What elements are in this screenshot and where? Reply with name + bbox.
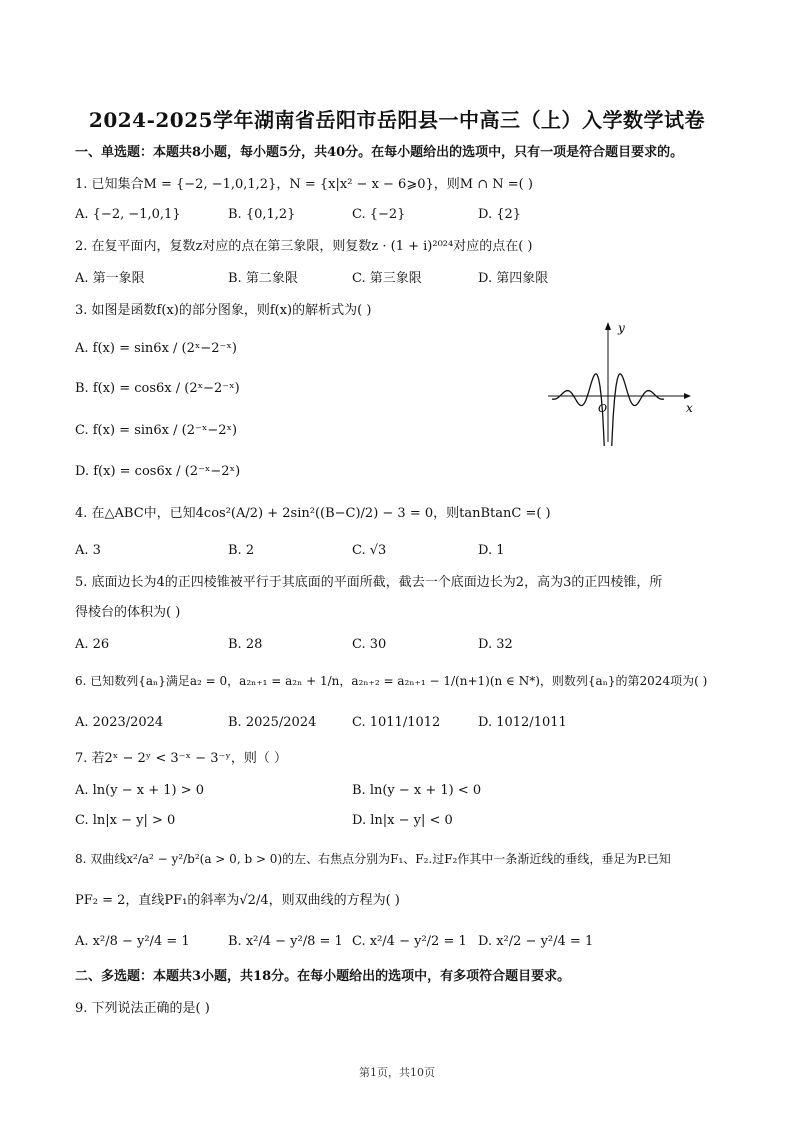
question-1-option-d: D. {2} [478,207,522,222]
page-title: 2024-2025学年湖南省岳阳市岳阳县一中高三（上）入学数学试卷 [88,108,706,132]
question-3-option-a: A. f(x) = sin6x / (2ˣ−2⁻ˣ) [75,341,238,356]
question-7-option-d: D. ln|x − y| < 0 [352,813,453,828]
question-3-stem: 3. 如图是函数f(x)的部分图象，则f(x)的解析式为( ) [75,303,372,318]
section-2-heading: 二、多选题：本题共3小题，共18分。在每小题给出的选项中，有多项符合题目要求。 [75,969,571,984]
question-4-option-b: B. 2 [228,543,255,558]
question-2-stem: 2. 在复平面内，复数z对应的点在第三象限，则复数z · (1 + i)²⁰²⁴对应的点在( ) [75,239,533,254]
question-2-option-c: C. 第三象限 [352,271,422,286]
question-5-stem-line-1: 5. 底面边长为4的正四棱锥被平行于其底面的平面所截，截去一个底面边长为2，高为3的正四棱锥，所 [75,575,663,590]
question-6-stem: 6. 已知数列{aₙ}满足a₂ = 0，a₂ₙ₊₁ = a₂ₙ + 1/n，a₂ₙ₊₂ = a₂ₙ₊₁ − 1/(n+1)(n ∈ N*)，则数列{aₙ}的第2024项为( ) [75,674,708,688]
question-5-option-c: C. 30 [352,637,387,652]
question-6-option-c: C. 1011/1012 [352,715,441,730]
question-8-option-a: A. x²/8 − y²/4 = 1 [75,934,190,949]
question-5-option-b: B. 28 [228,637,263,652]
question-8-option-d: D. x²/2 − y²/4 = 1 [478,934,594,949]
question-7-option-c: C. ln|x − y| > 0 [75,813,176,828]
question-4-option-c: C. √3 [352,543,387,558]
question-8-stem-line-2: PF₂ = 2，直线PF₁的斜率为√2/4，则双曲线的方程为( ) [75,893,400,908]
page-footer: 第1页，共10页 [359,1066,435,1079]
question-8-stem-line-1: 8. 双曲线x²/a² − y²/b²(a > 0, b > 0)的左、右焦点分别为F₁、F₂.过F₂作其中一条渐近线的垂线，垂足为P.已知 [75,852,671,866]
question-4-option-d: D. 1 [478,543,505,558]
question-6-option-a: A. 2023/2024 [75,715,164,730]
section-1-heading: 一、单选题：本题共8小题，每小题5分，共40分。在每小题给出的选项中，只有一项是符合题目要求的。 [75,145,684,160]
question-2-option-b: B. 第二象限 [228,271,298,286]
question-9-stem: 9. 下列说法正确的是( ) [75,1001,210,1016]
question-8-option-b: B. x²/4 − y²/8 = 1 [228,934,343,949]
question-6-option-b: B. 2025/2024 [228,715,317,730]
x-axis-arrow-icon [684,393,691,399]
question-6-option-d: D. 1012/1011 [478,715,567,730]
question-7-option-a: A. ln(y − x + 1) > 0 [75,783,205,798]
x-axis-label: x [686,401,693,415]
question-1-option-b: B. {0,1,2} [228,207,296,222]
y-axis-label: y [618,321,625,335]
question-1-option-a: A. {−2, −1,0,1} [75,207,181,222]
question-3-option-c: C. f(x) = sin6x / (2⁻ˣ−2ˣ) [75,423,238,438]
question-3-option-b: B. f(x) = cos6x / (2ˣ−2⁻ˣ) [75,381,240,396]
question-1-stem: 1. 已知集合M = {−2, −1,0,1,2}，N = {x|x² − x − 6⩾0}，则M ∩ N =( ) [75,177,533,192]
function-graph [546,318,696,446]
question-7-stem: 7. 若2ˣ − 2ʸ < 3⁻ˣ − 3⁻ʸ，则（ ） [75,751,287,766]
question-5-option-d: D. 32 [478,637,513,652]
question-5-option-a: A. 26 [75,637,110,652]
question-2-option-a: A. 第一象限 [75,271,145,286]
question-8-option-c: C. x²/4 − y²/2 = 1 [352,934,467,949]
y-axis-arrow-icon [605,322,611,330]
question-2-option-d: D. 第四象限 [478,271,549,286]
question-4-stem: 4. 在△ABC中，已知4cos²(A/2) + 2sin²((B−C)/2) − 3 = 0，则tanBtanC =( ) [75,506,551,521]
question-7-option-b: B. ln(y − x + 1) < 0 [352,783,482,798]
question-4-option-a: A. 3 [75,543,101,558]
origin-label: O [598,402,608,415]
question-1-option-c: C. {−2} [352,207,406,222]
question-3-option-d: D. f(x) = cos6x / (2⁻ˣ−2ˣ) [75,464,241,479]
question-5-stem-line-2: 得棱台的体积为( ) [75,605,181,620]
